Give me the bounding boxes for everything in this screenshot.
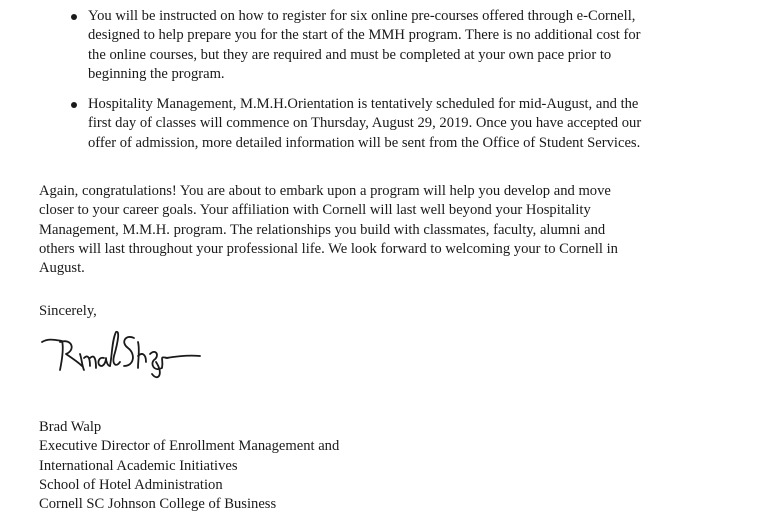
text-line: offer of admission, more detailed information will be sent from the Office of Student Services. — [88, 134, 641, 151]
signature-stroke — [166, 356, 200, 358]
text-line: others will last throughout your professional life. We look forward to welcoming your to Cornell in — [39, 240, 618, 257]
signatory-name: Brad Walp — [39, 419, 102, 435]
bullet-icon — [71, 102, 77, 108]
signature-stroke — [98, 358, 110, 366]
text-line: beginning the program. — [88, 65, 225, 82]
bullet-list — [0, 7, 758, 153]
signature-stroke — [110, 332, 120, 366]
text-line: Management, M.M.H. program. The relationships you build with classmates, faculty, alumni and — [39, 221, 606, 238]
signatory-title-continued: International Academic Initiatives — [39, 457, 238, 474]
text-line: Again, congratulations! You are about to embark upon a program will help you develop and move — [39, 183, 611, 199]
signature-stroke — [124, 337, 134, 366]
signatory-title: Executive Director of Enrollment Management and — [39, 438, 340, 455]
text-line: closer to your career goals. Your affiliation with Cornell will last well beyond your Hospitality — [39, 202, 591, 219]
text-line: first day of classes will commence on Thursday, August 29, 2019. Once you have accepted our — [88, 115, 642, 132]
text-line: the online courses, but they are required and must be completed at your own pace prior to — [88, 46, 612, 63]
bullet-item-precourses — [0, 7, 708, 84]
signatory-school: School of Hotel Administration — [39, 476, 223, 493]
handwritten-signature — [38, 328, 203, 383]
bullet-item-orientation — [0, 95, 708, 153]
closing-salutation: Sincerely, — [39, 303, 97, 319]
signature-block — [39, 418, 339, 514]
signature-stroke — [138, 342, 146, 368]
signature-stroke — [42, 340, 63, 370]
bullet-icon — [71, 14, 77, 20]
signature-stroke — [80, 354, 96, 370]
congratulations-paragraph — [39, 182, 739, 278]
text-line: designed to help prepare you for the start of the MMH program. There is no additional cost for — [88, 27, 641, 44]
text-line: August. — [39, 260, 85, 277]
text-line: You will be instructed on how to register for six online pre-courses offered through e-Cornell, — [88, 8, 636, 24]
text-line: Hospitality Management, M.M.H.Orientation is tentatively scheduled for mid-August, and the — [88, 96, 639, 113]
signatory-college: Cornell SC Johnson College of Business — [39, 496, 277, 513]
